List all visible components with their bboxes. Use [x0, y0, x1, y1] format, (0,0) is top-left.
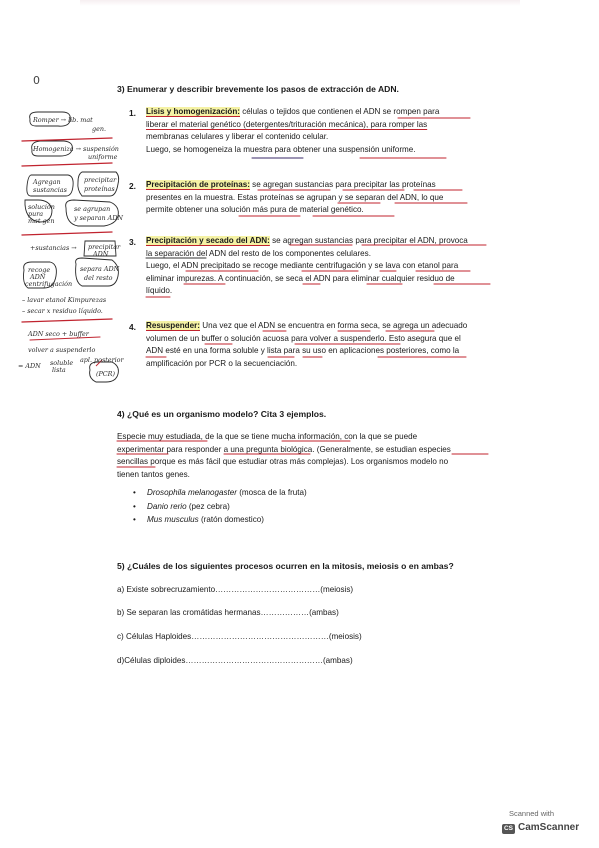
note-red-stroke-2	[22, 163, 112, 166]
step-4-number: 4.	[129, 322, 136, 332]
common-name: (pez cebra)	[188, 501, 230, 511]
note-apl-posterior: apl. posterior	[80, 356, 124, 364]
common-name: (ratón domestico)	[200, 515, 264, 524]
step-4-line-4: amplificación por PCR o la secuenciación.	[146, 358, 298, 368]
note-lavar: – lavar etanol Kimpurezas	[22, 296, 107, 304]
scan-smudge	[80, 0, 520, 6]
q4-line-4: tienen tantos genes.	[117, 469, 190, 479]
note-separa-adn: separa ADN	[80, 265, 120, 273]
list-item	[133, 513, 307, 527]
q5-label: a) Existe sobrecruzamiento	[117, 585, 216, 594]
step-2-line-3: permite obtener una solución más pura de material genético.	[146, 205, 364, 215]
q5-item-c	[117, 632, 362, 641]
bullet-icon: •	[133, 488, 136, 497]
note-red-stroke-3	[22, 232, 112, 235]
note-pcr: (PCR)	[96, 370, 115, 378]
question-3-title: 3) Enumerar y describir brevemente los pasos de extracción de ADN.	[117, 84, 399, 94]
q5-item-b	[117, 608, 339, 617]
note-homogeniza: Homogeniza → suspensión	[33, 145, 119, 153]
note-adn: ADN	[93, 250, 109, 258]
step-1-line-1: células o tejidos que contienen el ADN se rompen para	[242, 107, 440, 116]
note-adn-2: ADN	[30, 273, 46, 281]
step-1-number: 1.	[129, 108, 136, 118]
model-organism-list	[133, 486, 307, 527]
step-4-text	[146, 320, 467, 370]
q5-label: d)Células diploides	[117, 656, 186, 665]
q4-line-3: sencillas porque es más fácil que estudiar otras más complejas). Los organismos modelo no	[117, 457, 449, 467]
step-3-number: 3.	[129, 237, 136, 247]
list-item	[133, 486, 307, 500]
note-sustancias-arrow: +sustancias →	[30, 244, 77, 252]
species-name: Mus musculus	[147, 515, 199, 524]
note-adn-seco: ADN seco + buffer	[28, 330, 89, 338]
q5-answer: (ambas)	[322, 656, 353, 665]
species-name: Drosophila melanogaster	[147, 488, 237, 497]
step-3-line-2: la separación del ADN del resto de los componentes celulares.	[146, 248, 371, 258]
step-3-line-5: líquido.	[146, 286, 173, 296]
scanned-with-label: Scanned with	[509, 809, 555, 818]
note-uniforme: uniforme	[88, 153, 118, 161]
note-recoge: recoge	[28, 266, 51, 274]
step-3-line-3: Luego, el ADN precipitado se recoge mediante centrifugación y se lava con etanol para	[146, 261, 459, 271]
note-adn-eq: = ADN	[18, 362, 41, 370]
bullet-icon: •	[133, 515, 136, 524]
note-solucion: solución	[28, 203, 55, 211]
step-4-line-3: ADN esté en una forma soluble y lista para su uso en aplicaciones posteriores, como la	[146, 346, 460, 356]
step-2-text	[146, 179, 443, 217]
note-mat-gen: mat gen	[28, 217, 55, 225]
step-1-line-4: Luego, se homogeneiza la muestra para obtener una suspensión uniforme.	[146, 144, 416, 154]
q5-item-d	[117, 656, 353, 665]
step-2-number: 2.	[129, 181, 136, 191]
note-red-stroke-4	[22, 319, 112, 322]
note-secar: – secar x residuo líquido.	[22, 307, 103, 315]
step-2-line-2: presentes en la muestra. Estas proteínas se agrupan y se separan del ADN, lo que	[146, 192, 444, 202]
step-1-line-2: liberar el material genético (detergentes/trituración mecánica), para romper las	[146, 119, 428, 129]
step-2-term: Precipitación de proteínas:	[146, 180, 250, 189]
step-3-line-1: se agregan sustancias para precipitar el ADN, provoca	[272, 236, 468, 245]
note-sustancias: sustancias	[33, 186, 67, 194]
step-3-term: Precipitación y secado del ADN:	[146, 236, 270, 245]
note-separan-adn: y separan ADN	[74, 214, 123, 222]
q5-answer: (meiosis)	[328, 632, 362, 641]
q5-dots: ……………………………………………	[185, 656, 323, 665]
question-4-title: 4) ¿Qué es un organismo modelo? Cita 3 ejemplos.	[117, 409, 327, 419]
step-1-line-3: membranas celulares y liberar el contenido celular.	[146, 132, 329, 142]
scanner-watermark	[497, 808, 591, 840]
step-4-term: Resuspender:	[146, 321, 200, 330]
note-romper: Romper → lib. mat	[33, 116, 93, 124]
note-se-agrupan: se agrupan	[74, 205, 111, 213]
q5-item-a	[117, 585, 353, 594]
list-item	[133, 500, 307, 514]
note-proteinas: proteínas	[84, 185, 115, 193]
q5-label: c) Células Haploides	[117, 632, 192, 641]
note-gen: gen.	[92, 125, 107, 133]
step-4-line-2: volumen de un buffer o solución acuosa para volver a suspenderlo. Esto asegura que el	[146, 333, 461, 343]
corner-mark: 0	[33, 74, 40, 87]
camscanner-label: CamScanner	[518, 822, 580, 833]
q5-answer: (ambas)	[309, 608, 339, 617]
step-1-text	[146, 106, 439, 156]
step-3-text	[146, 235, 468, 298]
question-5-title: 5) ¿Cuáles de los siguientes procesos ocurren en la mitosis, meiosis o en ambas?	[117, 561, 454, 571]
note-precipitar-2: precipitar	[88, 243, 121, 251]
q4-line-1: Especie muy estudiada, de la que se tiene mucha información, con la que se puede	[117, 432, 418, 441]
note-volver: volver a suspenderlo	[28, 346, 96, 354]
question-4-answer	[117, 431, 451, 481]
note-soluble: soluble	[50, 359, 74, 367]
note-del-resto: del resto	[84, 274, 113, 282]
step-3-line-4: eliminar impurezas. A continuación, se seca el ADN para eliminar cualquier residuo de	[146, 273, 455, 283]
q5-answer: (meiosis)	[320, 585, 354, 594]
q5-dots: ………………	[260, 608, 310, 617]
species-name: Danio rerio	[147, 501, 187, 511]
common-name: (mosca de la fruta)	[239, 488, 307, 497]
q5-label: b) Se separan las cromátidas hermanas	[117, 608, 261, 617]
q4-line-2: experimentar para responder a una pregunta biológica. (Generalmente, se estudian especies	[117, 444, 451, 454]
note-pura: pura	[28, 210, 44, 218]
note-agregan: Agregan	[33, 178, 61, 186]
note-red-stroke-1	[22, 138, 112, 141]
step-2-line-1: se agregan sustancias para precipitar las proteínas	[252, 180, 436, 189]
camscanner-logo-icon: CS	[503, 825, 514, 832]
note-lista: lista	[52, 366, 66, 374]
step-1-term: Lisis y homogenización:	[146, 107, 240, 116]
note-circle-agrupan	[66, 200, 119, 226]
note-centrifugacion: centrifugación	[25, 280, 73, 288]
bullet-icon: •	[133, 501, 136, 511]
step-4-line-1: Una vez que el ADN se encuentra en forma seca, se agrega un adecuado	[202, 321, 468, 330]
note-precipitar: precipitar	[84, 176, 117, 184]
q5-dots: …………………………………	[215, 585, 321, 594]
q5-dots: ……………………………………………	[191, 632, 329, 641]
